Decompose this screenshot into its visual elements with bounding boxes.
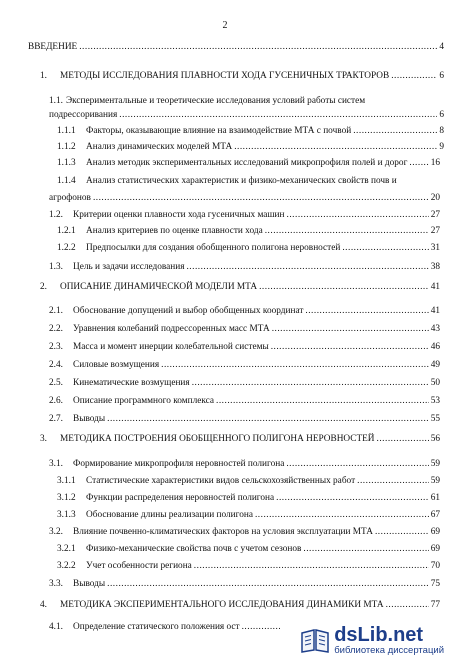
toc-entry-number: 2.5.	[49, 378, 63, 388]
leader-dots	[234, 142, 437, 153]
toc-entry-number: 4.	[40, 600, 47, 610]
toc-entry-title: Силовые возмущения	[73, 360, 160, 370]
leader-dots	[161, 360, 429, 371]
leader-dots	[303, 544, 428, 555]
toc-entry-title: Анализ методик экспериментальных исследований микропрофиля полей и дорог	[86, 158, 408, 168]
toc-entry-page: 61	[430, 493, 440, 503]
toc-entry-number: 4.1.	[49, 622, 63, 632]
toc-entry-page: 31	[430, 243, 440, 253]
toc-entry-title: Уравнения колебаний подрессоренных масс МТА	[73, 324, 270, 334]
toc-entry-number: 3.2.2	[57, 561, 76, 571]
toc-entry-title: Учет особенности региона	[86, 561, 192, 571]
toc-entry-title: Анализ критериев по оценке плавности хода	[86, 226, 263, 236]
watermark-site: dsLib.net	[334, 623, 424, 646]
leader-dots	[305, 306, 428, 317]
toc-entry-page: 50	[430, 378, 440, 388]
toc-entry-title: Экспериментальные и теоретические исследования условий работы систем	[66, 96, 366, 106]
leader-dots	[259, 282, 429, 293]
toc-entry-title: Статистические характеристики видов сельскохозяйственных работ	[86, 476, 356, 486]
toc-entry-number: 2.1.	[49, 306, 63, 316]
leader-dots	[353, 126, 437, 137]
toc-entry-number: 2.2.	[49, 324, 63, 334]
leader-dots	[79, 42, 437, 53]
toc-entry-page: 4	[439, 42, 444, 52]
toc-entry-title: Физико-механические свойства почв с учетом сезонов	[86, 544, 302, 554]
leader-dots	[386, 600, 429, 611]
leader-dots	[265, 226, 429, 237]
leader-dots	[342, 243, 428, 254]
toc-entry-page: 8	[439, 126, 444, 136]
toc-entry-number: 1.2.	[49, 210, 63, 220]
toc-entry-title-continued: подрессоривания	[49, 110, 118, 120]
toc-entry-number: 3.1.2	[57, 493, 76, 503]
toc-entry-page: 6	[439, 71, 444, 81]
toc-entry-number: 1.1.4	[57, 176, 76, 186]
leader-dots	[242, 622, 280, 633]
toc-entry-page: 16	[430, 158, 440, 168]
toc-entry-number: 1.1.2	[57, 142, 76, 152]
toc-entry-page: 6	[439, 110, 444, 120]
toc-entry-title: ОПИСАНИЕ ДИНАМИЧЕСКОЙ МОДЕЛИ МТА	[60, 282, 258, 292]
leader-dots	[357, 476, 429, 487]
leader-dots	[107, 579, 429, 590]
toc-entry-page: 27	[430, 210, 440, 220]
leader-dots	[194, 561, 429, 572]
toc-entry-number: 2.6.	[49, 396, 63, 406]
toc-entry-number: 3.1.1	[57, 476, 76, 486]
watermark-subtitle: библиотека диссертаций	[334, 644, 444, 656]
page-number: 2	[222, 20, 228, 31]
watermark	[300, 625, 444, 656]
toc-entry-number: 3.1.	[49, 459, 63, 469]
toc-entry-page: 49	[430, 360, 440, 370]
leader-dots	[107, 414, 429, 425]
leader-dots	[255, 510, 429, 521]
leader-dots	[216, 396, 429, 407]
toc-entry-number: 1.1.	[49, 96, 63, 106]
toc-entry-page: 56	[430, 434, 440, 444]
toc-entry-title: Кинематические возмущения	[73, 378, 190, 388]
toc-entry-title: Обоснование допущений и выбор обобщенных координат	[73, 306, 304, 316]
toc-entry-number: 1.3.	[49, 262, 63, 272]
toc-entry-page: 75	[430, 579, 440, 589]
toc-entry-number: 2.4.	[49, 360, 63, 370]
toc-entry-title: Цель и задачи исследования	[73, 262, 185, 272]
toc-entry-page: 69	[430, 527, 440, 537]
toc-entry-title: Описание программного комплекса	[73, 396, 215, 406]
toc-entry-title-continued: агрофонов	[49, 193, 91, 203]
toc-entry-title: Анализ статистических характеристик и физико-механических свойств почв и	[86, 176, 397, 186]
toc-entry-number: 2.3.	[49, 342, 63, 352]
leader-dots	[286, 459, 428, 470]
toc-entry-title: Функции распределения неровностей полигона	[86, 493, 275, 503]
toc-entry-number: 1.1.1	[57, 126, 76, 136]
toc-entry-title: МЕТОДИКА ЭКСПЕРИМЕНТАЛЬНОГО ИССЛЕДОВАНИЯ ДИНАМИКИ МТА	[60, 600, 384, 610]
toc-entry-number: 3.1.3	[57, 510, 76, 520]
toc-entry-number: 3.3.	[49, 579, 63, 589]
leader-dots	[377, 434, 429, 445]
toc-entry-title: ВВЕДЕНИЕ	[28, 42, 78, 52]
toc-entry-title: Предпосылки для создания обобщенного полигона неровностей	[86, 243, 341, 253]
toc-entry-page: 70	[430, 561, 440, 571]
toc-entry-number: 3.2.	[49, 527, 63, 537]
toc-entry-number: 1.2.2	[57, 243, 76, 253]
toc-entry-title: Масса и момент инерции колебательной системы	[73, 342, 269, 352]
toc-entry-number: 3.2.1	[57, 544, 76, 554]
toc-entry-page: 41	[430, 306, 440, 316]
toc-entry-page: 38	[430, 262, 440, 272]
toc-entry-number: 1.	[40, 71, 47, 81]
leader-dots	[287, 210, 429, 221]
toc-entry-title: Анализ динамических моделей МТА	[86, 142, 233, 152]
toc-entry-title: Формирование микропрофиля неровностей полигона	[73, 459, 285, 469]
toc-entry-title: Обоснование длины реализации полигона	[86, 510, 253, 520]
toc-entry-page: 9	[439, 142, 444, 152]
leader-dots	[192, 378, 429, 389]
toc-entry-number: 2.7.	[49, 414, 63, 424]
leader-dots	[276, 493, 429, 504]
toc-entry-title: Выводы	[73, 579, 106, 589]
toc-entry-title: Выводы	[73, 414, 106, 424]
toc-entry-number: 2.	[40, 282, 47, 292]
toc-entry-page: 67	[430, 510, 440, 520]
toc-entry-page: 46	[430, 342, 440, 352]
leader-dots	[391, 71, 437, 82]
toc-entry-title: МЕТОДИКА ПОСТРОЕНИЯ ОБОБЩЕННОГО ПОЛИГОНА НЕРОВНОСТЕЙ	[60, 434, 375, 444]
leader-dots	[271, 342, 429, 353]
toc-entry-page: 43	[430, 324, 440, 334]
toc-entry-page: 20	[430, 193, 440, 203]
leader-dots	[375, 527, 429, 538]
toc-entry-page: 27	[430, 226, 440, 236]
toc-entry-page: 59	[430, 459, 440, 469]
toc-entry-title: Критерии оценки плавности хода гусеничных машин	[73, 210, 285, 220]
toc-entry-title: Факторы, оказывающие влияние на взаимодействие МТА с почвой	[86, 126, 352, 136]
toc-entry-number: 1.1.3	[57, 158, 76, 168]
toc-entry-page: 41	[430, 282, 440, 292]
toc-entry-number: 1.2.1	[57, 226, 76, 236]
leader-dots	[409, 158, 428, 169]
toc-entry-page: 55	[430, 414, 440, 424]
book-icon	[300, 627, 330, 653]
toc-entry-page: 53	[430, 396, 440, 406]
leader-dots	[272, 324, 429, 335]
toc-entry-number: 3.	[40, 434, 47, 444]
toc-entry-page: 77	[430, 600, 440, 610]
leader-dots	[93, 193, 429, 204]
toc-entry-title: МЕТОДЫ ИССЛЕДОВАНИЯ ПЛАВНОСТИ ХОДА ГУСЕНИЧНЫХ ТРАКТОРОВ	[60, 71, 390, 81]
toc-entry-page: 69	[430, 544, 440, 554]
toc-entry-page: 59	[430, 476, 440, 486]
toc-entry-title: Влияние почвенно-климатических факторов на условия эксплуатации МТА	[73, 527, 373, 537]
toc-entry-title: Определение статического положения ост	[73, 622, 240, 632]
leader-dots	[119, 110, 437, 121]
leader-dots	[186, 262, 428, 273]
